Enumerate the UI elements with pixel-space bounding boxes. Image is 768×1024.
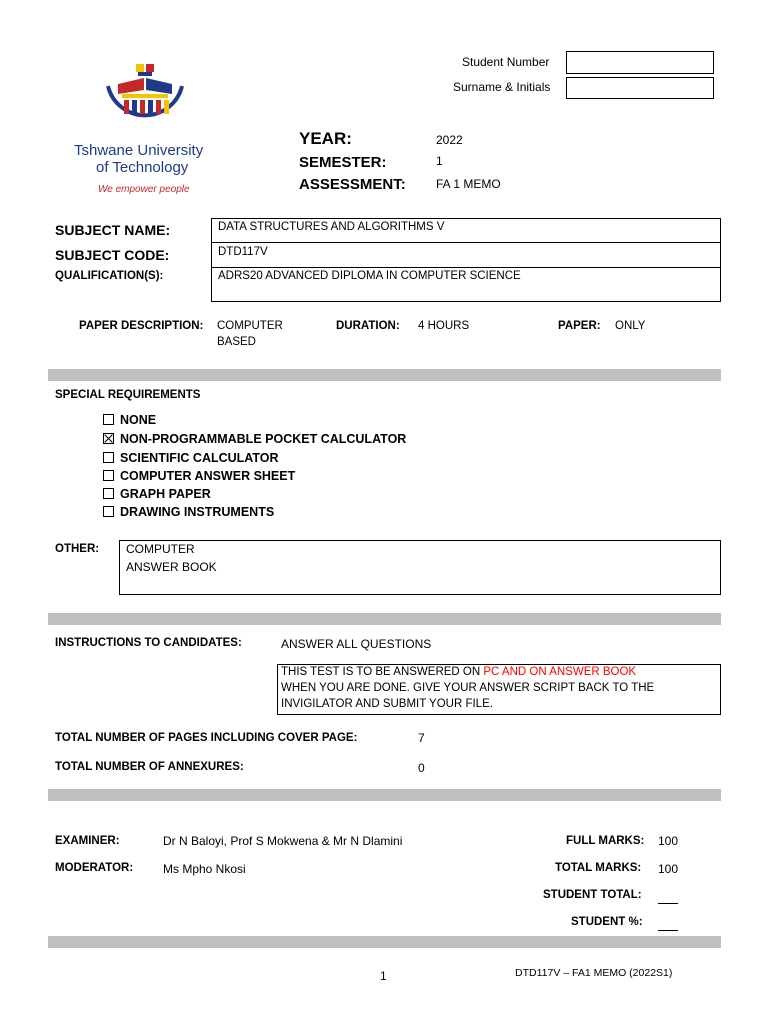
student-percent-label: STUDENT %:: [571, 916, 643, 928]
instructions-box-line-1: THIS TEST IS TO BE ANSWERED ON PC AND ON ANSWER BOOK: [281, 666, 637, 678]
subject-code-label: SUBJECT CODE:: [55, 247, 170, 263]
moderator-value: Ms Mpho Nkosi: [163, 862, 246, 876]
section-divider-1: [48, 369, 721, 381]
student-number-field[interactable]: [566, 51, 714, 74]
instructions-label: INSTRUCTIONS TO CANDIDATES:: [55, 637, 242, 649]
surname-label: Surname & Initials: [453, 80, 551, 94]
checkbox-icon[interactable]: [103, 488, 114, 499]
student-percent-blank[interactable]: [658, 918, 678, 936]
qualification-label: QUALIFICATION(S):: [55, 270, 164, 282]
examiner-label: EXAMINER:: [55, 835, 120, 847]
subject-code-value: DTD117V: [218, 246, 268, 258]
subject-box-divider-1: [211, 242, 721, 243]
logo-line-2: of Technology: [96, 159, 189, 176]
instructions-box-line-3: INVIGILATOR AND SUBMIT YOUR FILE.: [281, 698, 493, 710]
logo-tagline: We empower people: [98, 184, 190, 195]
requirement-none[interactable]: NONE: [103, 413, 156, 427]
surname-field[interactable]: [566, 77, 714, 99]
total-pages-value: 7: [418, 731, 425, 745]
full-marks-value: 100: [658, 834, 679, 848]
duration-value: 4 HOURS: [418, 320, 470, 332]
requirement-drawing-instruments[interactable]: DRAWING INSTRUMENTS: [103, 505, 274, 519]
other-label: OTHER:: [55, 543, 100, 555]
total-pages-label: TOTAL NUMBER OF PAGES INCLUDING COVER PAGE:: [55, 732, 358, 744]
duration-label: DURATION:: [336, 320, 400, 332]
total-marks-value: 100: [658, 862, 679, 876]
other-line-2: ANSWER BOOK: [126, 560, 217, 574]
student-total-blank[interactable]: [658, 891, 678, 909]
assessment-label: ASSESSMENT:: [299, 176, 406, 193]
special-requirements-title: SPECIAL REQUIREMENTS: [55, 389, 201, 401]
checkbox-icon[interactable]: [103, 452, 114, 463]
requirement-answer-sheet[interactable]: COMPUTER ANSWER SHEET: [103, 469, 295, 483]
paper-value: ONLY: [615, 320, 646, 332]
paper-description-label: PAPER DESCRIPTION:: [79, 320, 204, 332]
requirement-scientific-calculator[interactable]: SCIENTIFIC CALCULATOR: [103, 451, 279, 465]
total-annexures-value: 0: [418, 761, 425, 775]
instructions-value: ANSWER ALL QUESTIONS: [281, 637, 432, 651]
total-marks-label: TOTAL MARKS:: [555, 862, 642, 874]
checkbox-icon[interactable]: [103, 470, 114, 481]
paper-label: PAPER:: [558, 320, 601, 332]
section-divider-4: [48, 936, 721, 948]
subject-box-divider-2: [211, 267, 721, 268]
student-total-label: STUDENT TOTAL:: [543, 889, 642, 901]
other-line-1: COMPUTER: [126, 542, 195, 556]
full-marks-label: FULL MARKS:: [566, 835, 645, 847]
examiner-value: Dr N Baloyi, Prof S Mokwena & Mr N Dlamini: [163, 834, 403, 848]
year-value: 2022: [436, 133, 463, 147]
subject-name-value: DATA STRUCTURES AND ALGORITHMS V: [218, 221, 445, 233]
moderator-label: MODERATOR:: [55, 862, 134, 874]
paper-description-line-1: COMPUTER: [217, 320, 283, 332]
qualification-value: ADRS20 ADVANCED DIPLOMA IN COMPUTER SCIENCE: [218, 270, 521, 282]
requirement-graph-paper[interactable]: GRAPH PAPER: [103, 487, 211, 501]
instructions-box-line-2: WHEN YOU ARE DONE. GIVE YOUR ANSWER SCRIPT BACK TO THE: [281, 682, 655, 694]
section-divider-3: [48, 789, 721, 801]
semester-value: 1: [436, 154, 443, 168]
student-number-label: Student Number: [462, 55, 550, 69]
year-label: YEAR:: [299, 129, 352, 148]
checkbox-checked-icon[interactable]: [103, 433, 114, 444]
requirement-calculator[interactable]: NON-PROGRAMMABLE POCKET CALCULATOR: [103, 432, 406, 446]
logo-line-1: Tshwane University: [74, 142, 204, 159]
page-number: 1: [380, 969, 387, 983]
instructions-highlight: PC AND ON ANSWER BOOK: [483, 666, 637, 678]
assessment-value: FA 1 MEMO: [436, 177, 501, 191]
section-divider-2: [48, 613, 721, 625]
checkbox-icon[interactable]: [103, 506, 114, 517]
subject-name-label: SUBJECT NAME:: [55, 222, 171, 238]
total-annexures-label: TOTAL NUMBER OF ANNEXURES:: [55, 761, 244, 773]
paper-description-line-2: BASED: [217, 336, 256, 348]
university-logo: [100, 60, 190, 140]
semester-label: SEMESTER:: [299, 154, 387, 171]
checkbox-icon[interactable]: [103, 414, 114, 425]
document-code: DTD117V – FA1 MEMO (2022S1): [515, 967, 673, 979]
